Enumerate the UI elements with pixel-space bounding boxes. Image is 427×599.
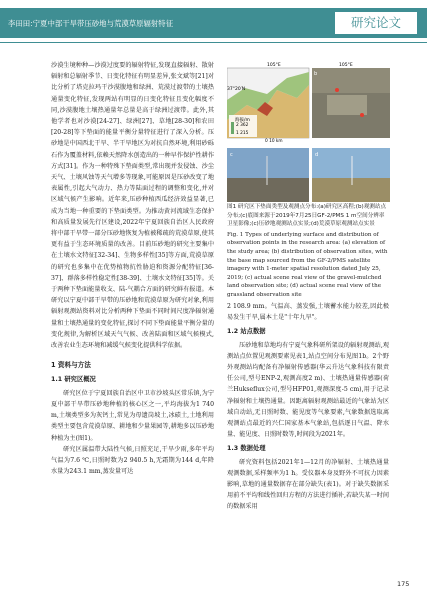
page-number: 175 <box>397 580 410 588</box>
header-rule <box>0 42 427 43</box>
subsection-heading: 1.2 站点数据 <box>227 328 266 336</box>
section-label: 研究论文 <box>335 12 417 34</box>
figure-1 <box>227 60 390 202</box>
scale-label: 0 10 km <box>265 139 283 144</box>
left-column <box>51 60 214 580</box>
running-title: 李田田:宁夏中部干旱带压砂地与荒漠草原辐射特征 <box>8 19 174 28</box>
panel-b-field <box>327 95 367 115</box>
page-header <box>0 0 427 52</box>
panel-d-ground <box>312 178 390 202</box>
caption-chinese: 图1 研究区下垫面类型及观测点分布:(a)研究区高程;(b)观测站点分布;(c)底图来源于2019年7月25日GF-2/PMS 1 m空间分辨率卫星影像;(c)压砂地观测站点实景;(d)荒漠草原观测站点实景 <box>227 204 387 228</box>
panel-c-ground <box>227 178 309 202</box>
subsection-heading: 1.1 研究区概况 <box>51 376 96 384</box>
paragraph: 研究区位于宁夏回族自治区中卫市沙坡头区常乐镇,为宁夏中部干旱带压砂地种植的核心区之一,平均海拔为1 740 m,土壤类型多为灰钙土,常见为母遗岗坡土,冰碛土,土地利用类型主要包含荒漠草原、耕地和少量果园等,耕地多以压砂地种植为主(图1)。 <box>51 389 214 442</box>
latitude-label: 37°20′N <box>227 87 246 92</box>
longitude-label: 105°E <box>267 63 281 68</box>
paragraph: 沙漠生境种种—沙漠过度要的辐射特征,发现直接辐射、散射辐射和总辐射季节、日变化特征有明显差异,张文斌等[21]对比分析了塔克拉玛干沙漠腹地和绿洲、荒漠过渡带的土壤热通量变化特征,发现两站有明显的日变化特征且变化幅度不同,沙漠腹地土壤热通量年总量是高于绿洲过渡带。此外,其他学者也对沙漠[24-27]、绿洲[27]、草地[28-30]和农田[20-28]等下垫面的能量平衡分量特征进行了深入分析。压砂地是中国西北干旱、半干旱地区为对抗自然环境,利用砂砾石作为覆盖材料,依赖天然降水创造出的一种早作保护性耕作方式[31]。作为一种特殊下垫面类型,常出现并发侵蚀、沙尘天气、土壤风蚀等天气增多等现象,可能原因是压砂改变了地表属性,引起大气动力、热力等陆面过程的调整和变化,并对区域气候产生影响。近年来,压砂种植西瓜经济效益显著,已成为当地一种重要的下垫面类型。为推动黄河流域生态保护和高质量发展先行区建设,2022年宁夏回族自治区人民政府将中部干旱带一部分压砂地恢复为植被稀疏的荒漠草原,使其更有益于生态环境质量的改善。目前压砂地的研究主要集中在土壤水文特征[32-34]、生物多样性[35]等方面,荒漠草原的研究也多集中在优势植物抗性胁迫和资源分配特征[36-37]、群落多样性稳定性[38-39]、土壤水文特征[35]等。关于两种下垫面能量收支、陆-气耦合方面的研究鲜有报道。本研究以宁夏中部干旱带的压砂地和荒漠草原为研究对象,利用辐射观测站资料对比分析两种下垫面不同时间尺度净辐射通量和土壤热通量的变化特征,探讨不同下垫面能量平衡分量的变化规律,为解析区域天气气候、改善陆面和区域气候模式,改善农业生态环境和减缓气候变化提供科学依据。 <box>51 62 214 350</box>
panel-c-label: c <box>230 152 233 158</box>
legend-title: 海拔/m <box>235 118 250 123</box>
panel-b-field <box>312 68 390 93</box>
right-column <box>227 301 389 561</box>
section-heading: 1 资料与方法 <box>51 361 91 370</box>
site-marker <box>360 113 364 117</box>
figure-caption <box>227 203 389 300</box>
legend-high: 2 362 <box>236 123 249 128</box>
legend-low: 1 215 <box>236 131 249 136</box>
site-marker <box>335 88 339 92</box>
subsection-heading: 1.3 数据处理 <box>227 445 266 453</box>
caption-english: Fig. 1 Types of underlying surface and distribution of observation points in the research area: (a) elevation of the study area; (b) distribution of observation sites, with the base map sourced from the GF-2/PMS satellite imagery with 1-meter spatial resolution dated July 25, 2019; (c) actual scene real view of the gravel-mulched land observation site; (d) actual scene real view of the grassland observation site <box>227 231 388 298</box>
paragraph: 2 108.9 mm。气温高、蒸发强,土壤蓄水能力较差,因此极易发生干旱,属本土是"十年九旱"。 <box>227 303 389 322</box>
panel-d-label: d <box>315 152 319 158</box>
longitude-label: 105°E <box>339 63 353 68</box>
paragraph: 研究区属温带大陆性气候,日照充足,干旱少雨,多年平均气温为7.6 ℃,日照时数为2 940.5 h,无霜期为144 d,年降水量为243.1 mm,蒸发量可达 <box>51 445 214 476</box>
legend-ramp <box>231 122 234 134</box>
paragraph: 研究资料包括2021年1—12月的净辐射、土壤热通量观测数据,采样频率为1 h。受仪器本身及野外不可抗力因素影响,草地的通量数据存在部分缺失(表1)。对于缺失数据采用前不平均和线性回归方程的方法进行插补,若缺失某一时间的数据采用 <box>227 458 389 511</box>
paragraph: 压砂地和草地均有宁夏气象科研所架设的辐射观测站,观测站点位置见观测要素见表1,站点空间分布见图1b。2个野外观测站均配备有净辐射传感器(华云升达气象科技有限责任公司,型号ENP-2,观测高度2 m)、土壤热通量传感器(荷兰Hukseflux公司,型号HFP01,观测深度-5 cm),用于记录净辐射和土壤热通量。因距离辐射观测站最近的气象站为区域自动站,无日照时数、能见度等气象要素,气象数据选取离观测站点最近的兴仁国家基本气象站,包括逐日气温、降水量、能见度、日照时数等,时间段为2021年。 <box>227 341 389 439</box>
panel-b-label: b <box>314 71 318 77</box>
figure-graphic <box>227 60 390 202</box>
